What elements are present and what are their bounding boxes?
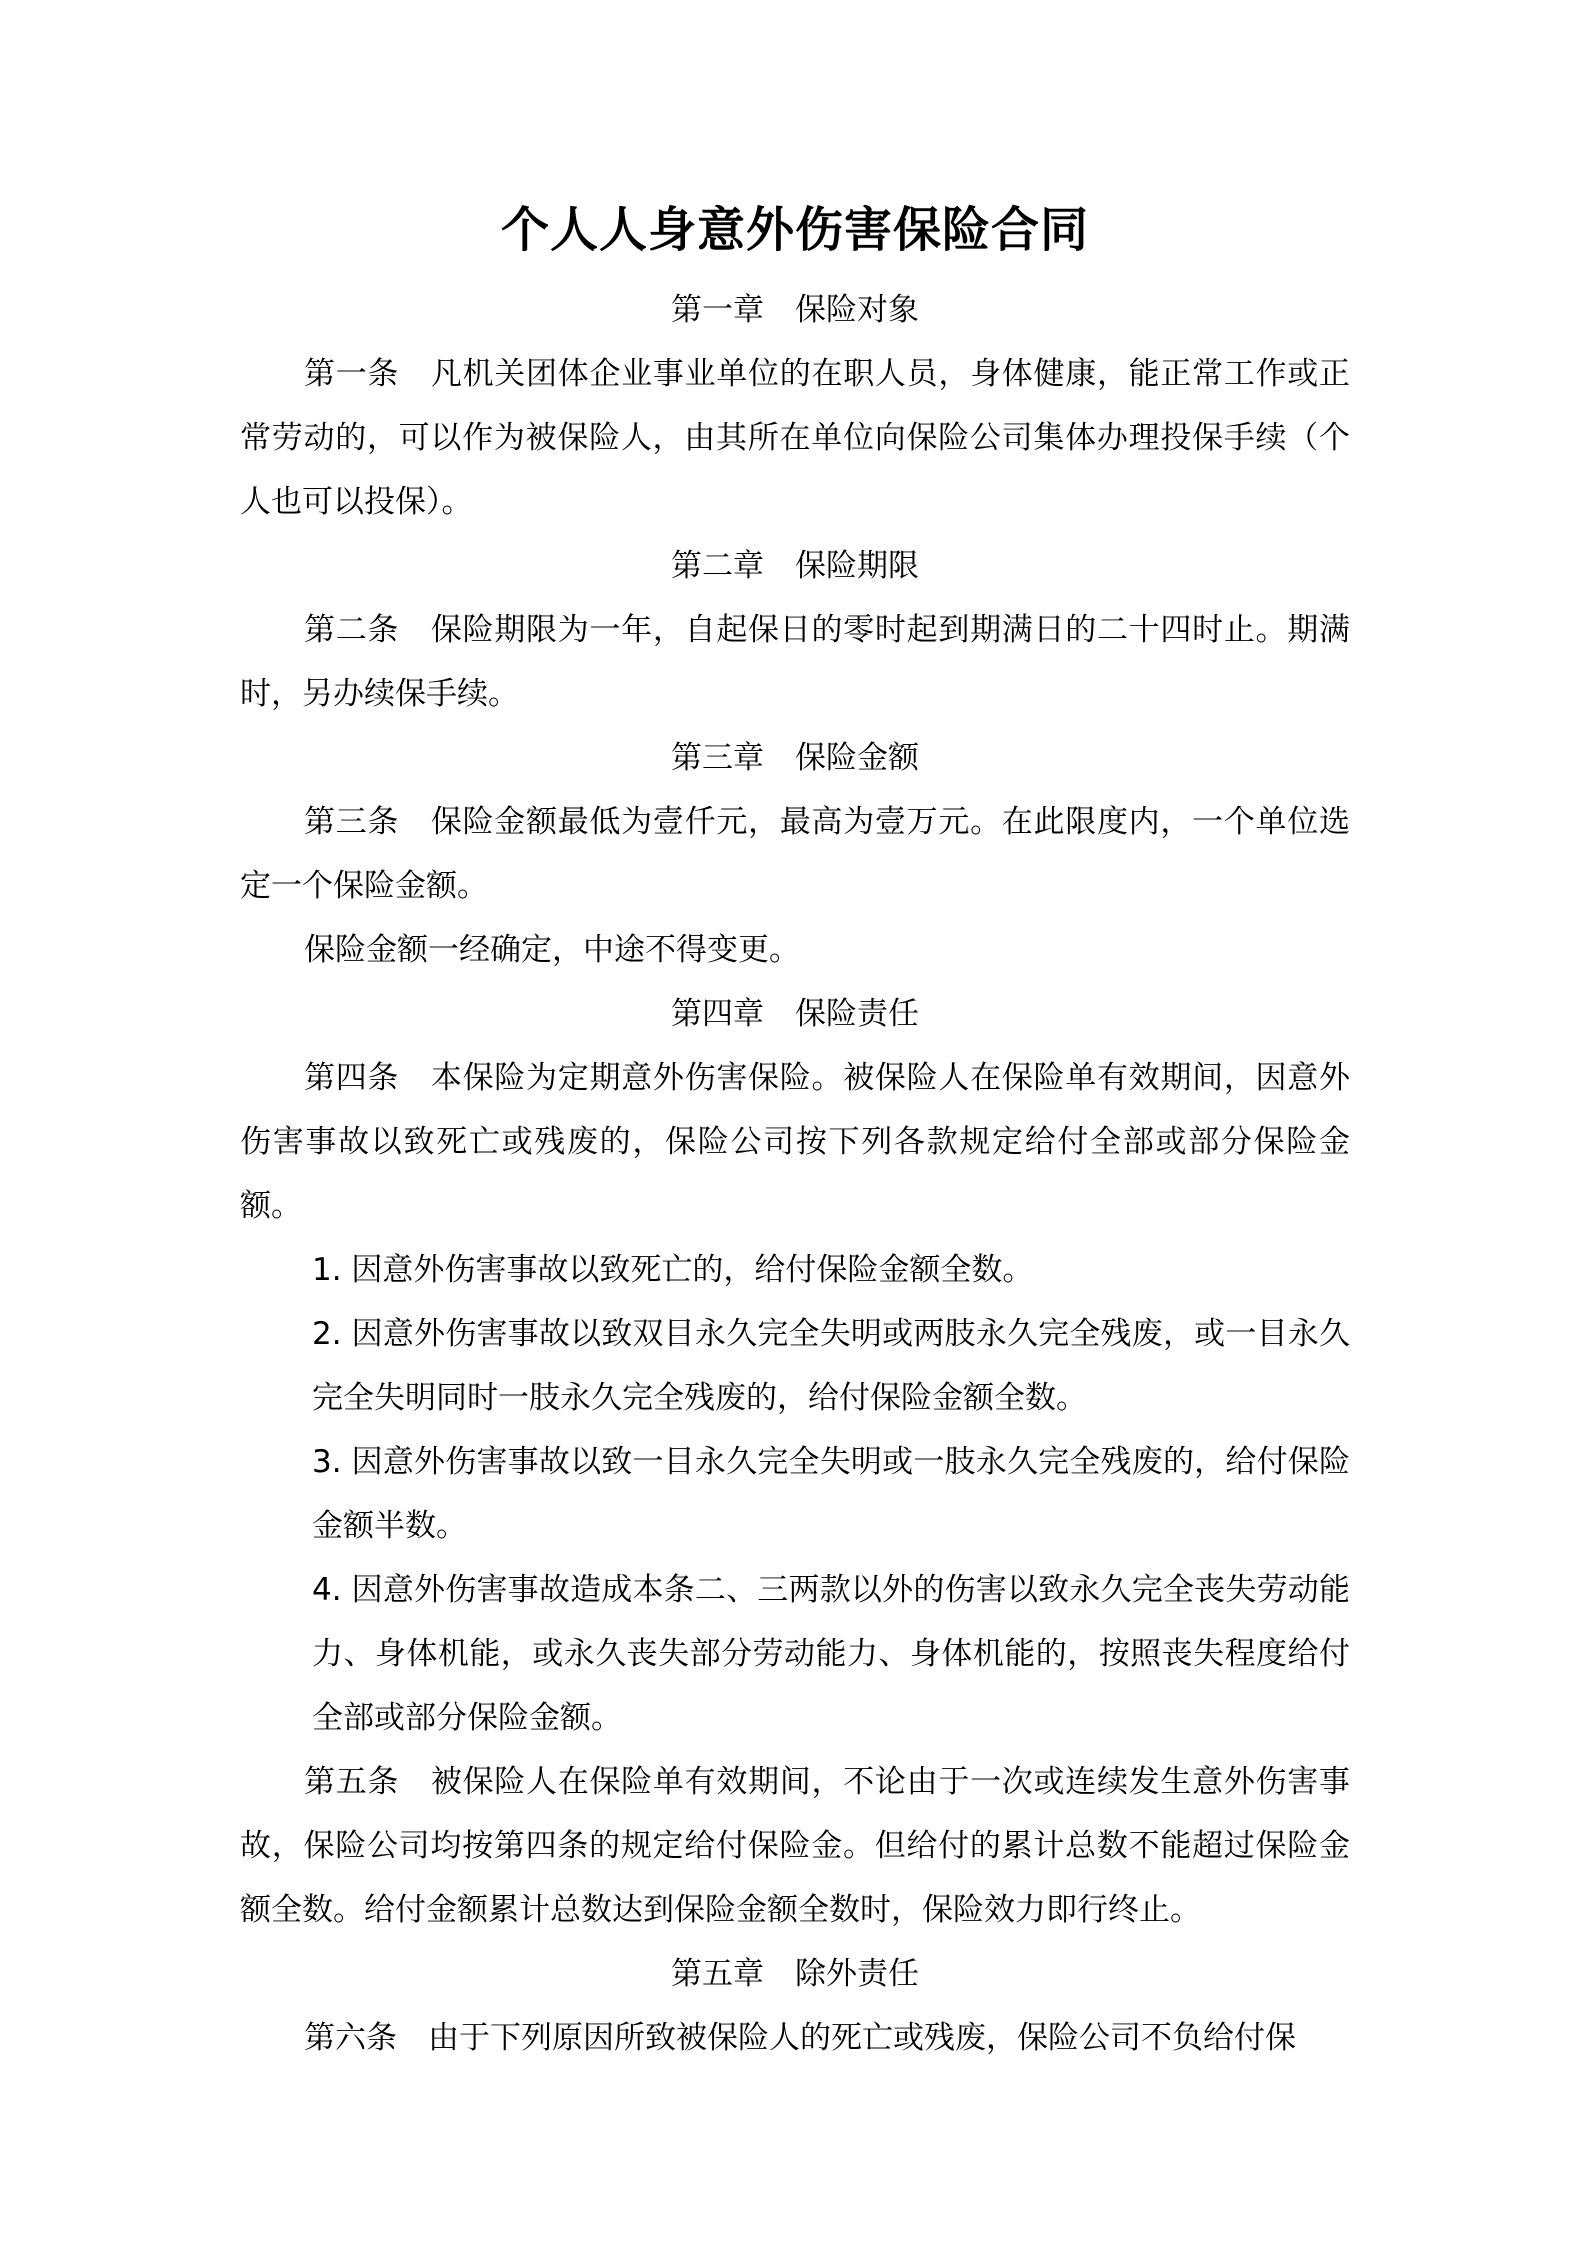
article-4-item-1: 1. 因意外伤害事故以致死亡的，给付保险金额全数。 xyxy=(312,1252,1034,1288)
chapter-2-heading: 第二章 保险期限 xyxy=(671,548,919,584)
article-1: 第一条 凡机关团体企业事业单位的在职人员，身体健康，能正常工作或正常劳动的，可以作为被保险人，由其所在单位向保险公司集体办理投保手续（个人也可以投保）。 xyxy=(240,356,1350,520)
chapter-1-heading: 第一章 保险对象 xyxy=(671,292,919,328)
chapter-4-heading: 第四章 保险责任 xyxy=(671,996,919,1032)
article-5: 第五条 被保险人在保险单有效期间，不论由于一次或连续发生意外伤害事故，保险公司均按第四条的规定给付保险金。但给付的累计总数不能超过保险金额全数。给付金额累计总数达到保险金额全数时，保险效力即行终止。 xyxy=(240,1764,1350,1928)
contract-page xyxy=(240,190,1350,2070)
article-4-item-3: 3. 因意外伤害事故以致一目永久完全失明或一肢永久完全残废的，给付保险金额半数。 xyxy=(312,1444,1350,1544)
chapter-5-heading: 第五章 除外责任 xyxy=(671,1956,919,1992)
article-6: 第六条 由于下列原因所致被保险人的死亡或残废，保险公司不负给付保 xyxy=(304,2020,1296,2056)
article-2: 第二条 保险期限为一年，自起保日的零时起到期满日的二十四时止。期满时，另办续保手续。 xyxy=(240,612,1350,712)
chapter-3-heading: 第三章 保险金额 xyxy=(671,740,919,776)
article-3: 第三条 保险金额最低为壹仟元，最高为壹万元。在此限度内，一个单位选定一个保险金额。 xyxy=(240,804,1350,904)
article-4-item-2: 2. 因意外伤害事故以致双目永久完全失明或两肢永久完全残废，或一目永久完全失明同时一肢永久完全残废的，给付保险金额全数。 xyxy=(312,1316,1350,1416)
article-4-item-4: 4. 因意外伤害事故造成本条二、三两款以外的伤害以致永久完全丧失劳动能力、身体机能，或永久丧失部分劳动能力、身体机能的，按照丧失程度给付全部或部分保险金额。 xyxy=(312,1572,1350,1736)
document-title: 个人人身意外伤害保险合同 xyxy=(500,202,1089,258)
article-4: 第四条 本保险为定期意外伤害保险。被保险人在保险单有效期间，因意外伤害事故以致死亡或残废的，保险公司按下列各款规定给付全部或部分保险金额。 xyxy=(240,1060,1350,1224)
article-3-note: 保险金额一经确定，中途不得变更。 xyxy=(304,932,800,968)
